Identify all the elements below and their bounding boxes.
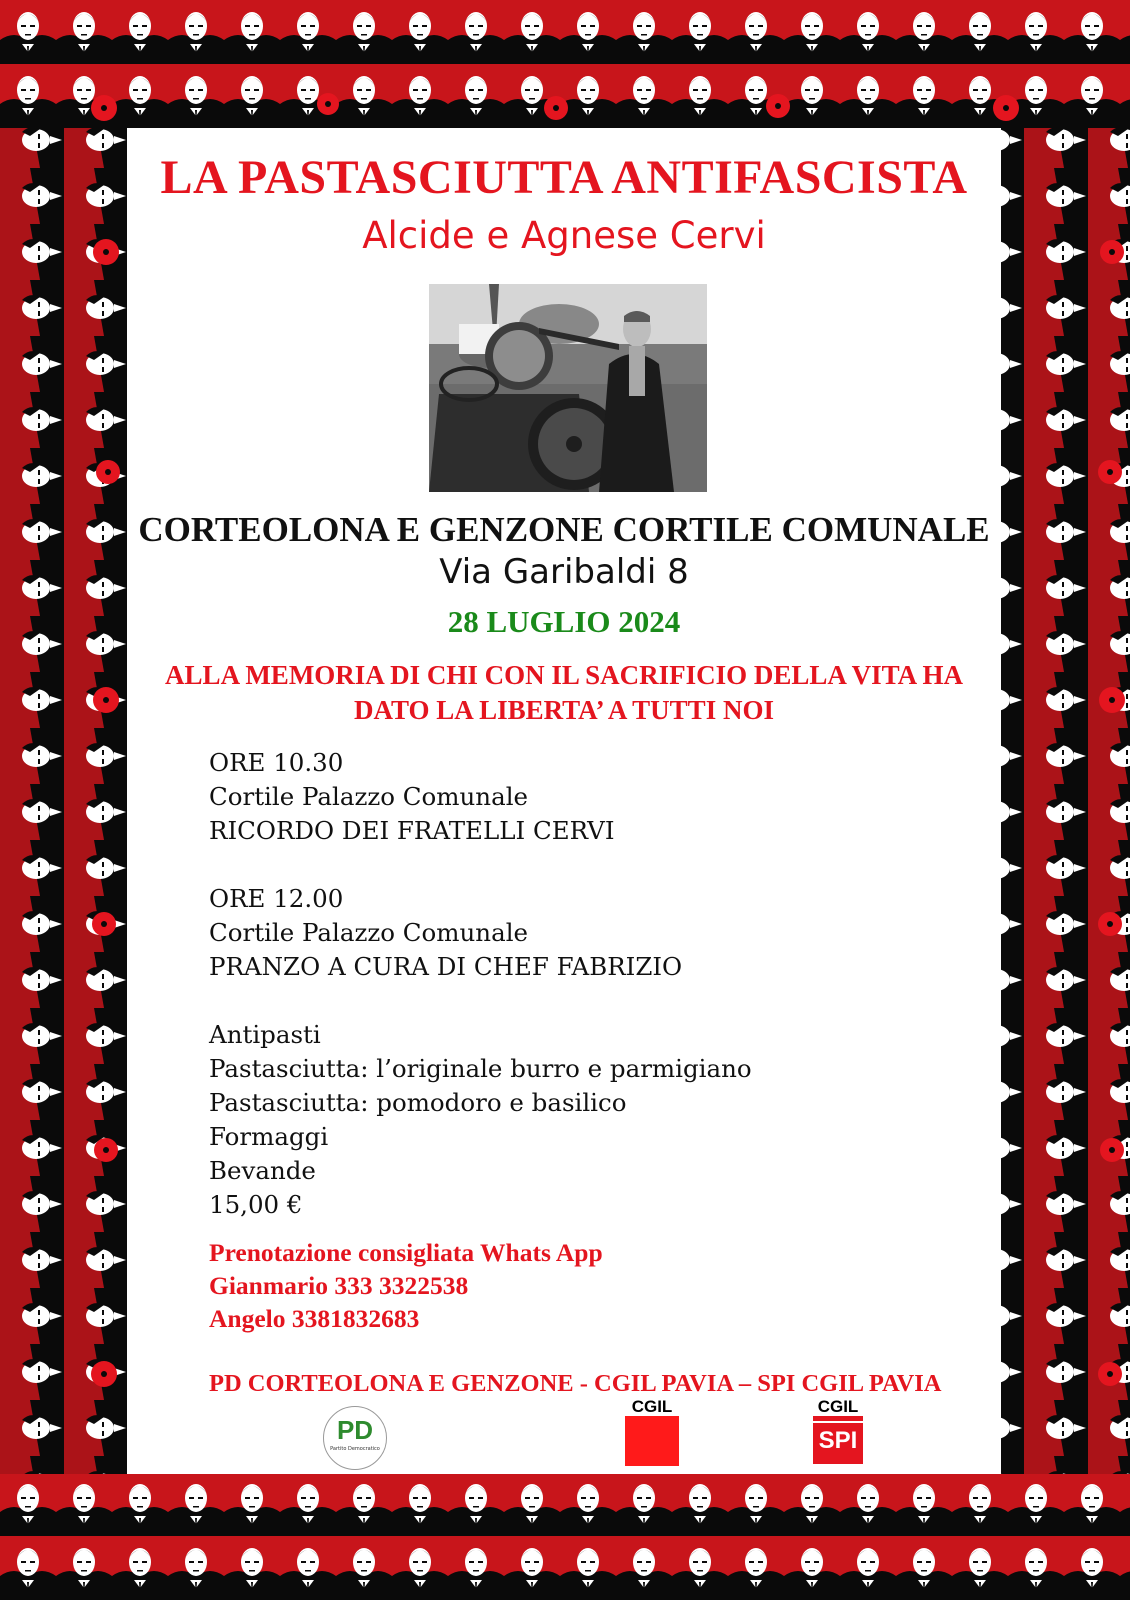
pd-logo bbox=[323, 1406, 387, 1470]
cgil-logo-text: CGIL bbox=[631, 1397, 673, 1416]
program-line: RICORDO DEI FRATELLI CERVI bbox=[209, 816, 615, 845]
event-date: 28 LUGLIO 2024 bbox=[447, 604, 681, 639]
program-line: ORE 12.00 bbox=[209, 884, 344, 913]
memorial-dedication bbox=[127, 658, 1001, 728]
program-line: Cortile Palazzo Comunale bbox=[209, 918, 529, 947]
memorial-line: DATO LA LIBERTA’ A TUTTI NOI bbox=[354, 695, 774, 725]
menu-item: Pastasciutta: pomodoro e basilico bbox=[209, 1088, 627, 1117]
booking-contact: Gianmario 333 3322538 bbox=[209, 1271, 469, 1300]
cgil-logo bbox=[623, 1398, 681, 1466]
program-spacer bbox=[209, 984, 752, 1018]
pd-logo-caption: Partito Democratico bbox=[330, 1446, 380, 1452]
organizers: PD CORTEOLONA E GENZONE - CGIL PAVIA – SPI CGIL PAVIA bbox=[209, 1370, 942, 1397]
program-line: ORE 10.30 bbox=[209, 748, 344, 777]
menu-item: Pastasciutta: l’originale burro e parmigiano bbox=[209, 1054, 752, 1083]
venue-name: CORTEOLONA E GENZONE CORTILE COMUNALE bbox=[138, 510, 990, 549]
booking-line: Prenotazione consigliata Whats App bbox=[209, 1238, 603, 1267]
booking-contact: Angelo 3381832683 bbox=[209, 1304, 420, 1333]
poster-subtitle: Alcide e Agnese Cervi bbox=[362, 214, 766, 257]
menu-price: 15,00 € bbox=[209, 1190, 303, 1219]
event-program bbox=[209, 746, 752, 1222]
spi-logo-text: SPI bbox=[818, 1427, 858, 1454]
memorial-line: ALLA MEMORIA DI CHI CON IL SACRIFICIO DELLA VITA HA bbox=[165, 660, 963, 690]
spi-logo-top: CGIL bbox=[817, 1397, 859, 1416]
poster-panel bbox=[127, 128, 1001, 1474]
spi-logo-box bbox=[813, 1416, 863, 1464]
program-line: PRANZO A CURA DI CHEF FABRIZIO bbox=[209, 952, 683, 981]
pd-logo-text: PD bbox=[336, 1415, 374, 1445]
poster-title: LA PASTASCIUTTA ANTIFASCISTA bbox=[160, 151, 968, 204]
venue-address: Via Garibaldi 8 bbox=[439, 552, 689, 592]
booking-info bbox=[209, 1236, 603, 1335]
program-line: Cortile Palazzo Comunale bbox=[209, 782, 529, 811]
cgil-red-square bbox=[625, 1416, 679, 1466]
program-spacer bbox=[209, 848, 752, 882]
menu-item: Antipasti bbox=[209, 1020, 321, 1049]
menu-item: Bevande bbox=[209, 1156, 316, 1185]
menu-item: Formaggi bbox=[209, 1122, 329, 1151]
historic-photo bbox=[429, 284, 707, 492]
spi-cgil-logo bbox=[810, 1398, 866, 1464]
spi-logo-bar bbox=[813, 1416, 863, 1423]
